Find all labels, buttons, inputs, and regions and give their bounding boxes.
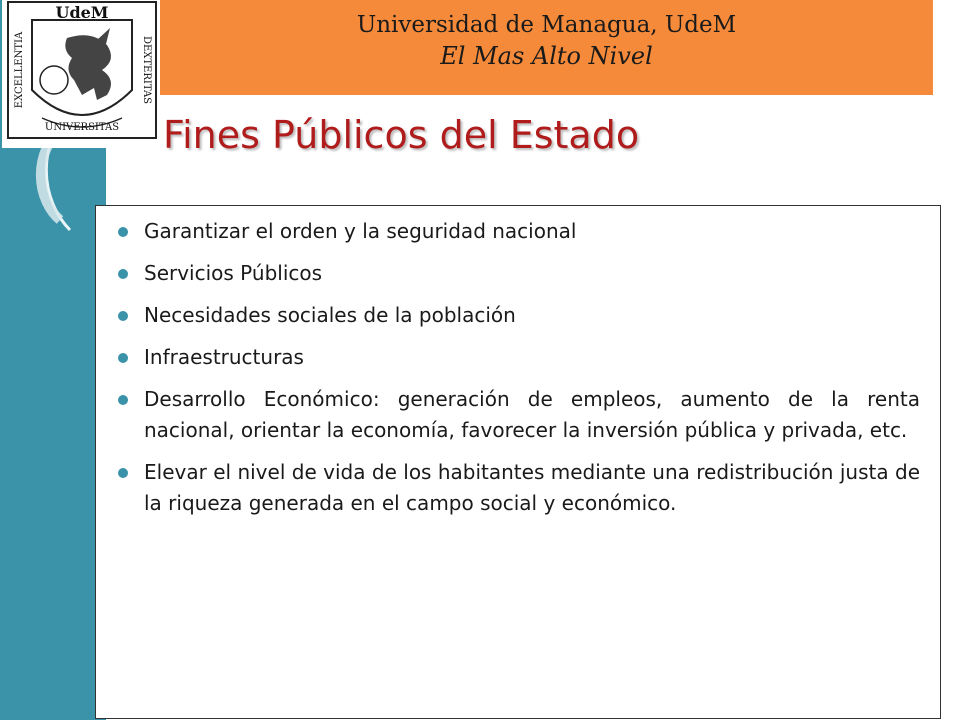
bullet-dot-icon — [118, 227, 128, 237]
logo-bottom-text: UNIVERSITAS — [44, 122, 120, 133]
bullet-list — [96, 206, 940, 519]
bullet-text: Servicios Públicos — [144, 261, 323, 285]
bullet-item — [118, 342, 920, 373]
university-name: Universidad de Managua, UdeM — [356, 12, 737, 38]
logo-right-text: DEXTERITAS — [141, 35, 152, 105]
university-motto: El Mas Alto Nivel — [440, 42, 653, 70]
header-banner — [160, 0, 933, 95]
bullet-item — [118, 258, 920, 289]
content-box — [95, 205, 941, 719]
bullet-dot-icon — [118, 468, 128, 478]
bullet-dot-icon — [118, 395, 128, 405]
bullet-item — [118, 457, 920, 519]
bullet-text: Elevar el nivel de vida de los habitantes mediante una redistribución justa de la riqueza generada en el campo social y económico. — [144, 460, 920, 515]
bullet-text: Necesidades sociales de la población — [144, 303, 516, 327]
bullet-text: Infraestructuras — [144, 345, 304, 369]
university-logo — [2, 0, 162, 148]
bullet-item — [118, 384, 920, 446]
bullet-dot-icon — [118, 269, 128, 279]
logo-top-text: UdeM — [55, 3, 109, 22]
bullet-text: Desarrollo Económico: generación de empleos, aumento de la renta nacional, orientar la economía, favorecer la inversión pública y privada, etc. — [144, 387, 920, 442]
bullet-dot-icon — [118, 311, 128, 321]
logo-left-text: EXCELLENTIA — [14, 31, 25, 109]
slide-title: Fines Públicos del Estado — [163, 113, 640, 157]
bullet-dot-icon — [118, 353, 128, 363]
bullet-text: Garantizar el orden y la seguridad nacional — [144, 219, 577, 243]
bullet-item — [118, 300, 920, 331]
bullet-item — [118, 216, 920, 247]
